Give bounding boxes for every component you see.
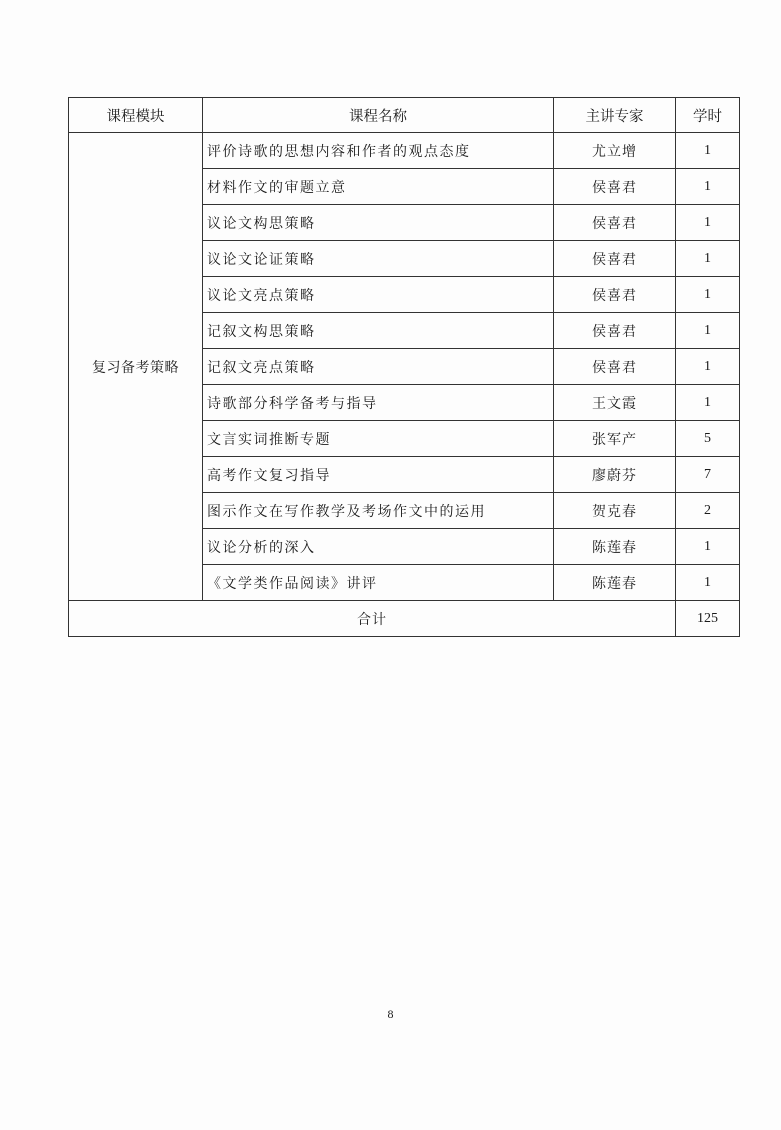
course-expert: 陈莲春 — [554, 565, 676, 601]
module-cell: 复习备考策略 — [69, 133, 203, 601]
course-hours: 7 — [676, 457, 740, 493]
header-hours: 学时 — [676, 98, 740, 133]
course-expert: 贺克春 — [554, 493, 676, 529]
course-hours: 2 — [676, 493, 740, 529]
course-name: 诗歌部分科学备考与指导 — [203, 385, 554, 421]
course-hours: 1 — [676, 313, 740, 349]
total-value: 125 — [676, 601, 740, 637]
course-expert: 廖蔚芬 — [554, 457, 676, 493]
course-name: 议论文论证策略 — [203, 241, 554, 277]
course-name: 高考作文复习指导 — [203, 457, 554, 493]
course-name: 图示作文在写作教学及考场作文中的运用 — [203, 493, 554, 529]
course-table — [68, 97, 740, 637]
course-expert: 侯喜君 — [554, 205, 676, 241]
header-module: 课程模块 — [69, 98, 203, 133]
course-hours: 1 — [676, 277, 740, 313]
total-label: 合计 — [69, 601, 676, 637]
course-name: 议论文亮点策略 — [203, 277, 554, 313]
table-body — [69, 133, 740, 637]
course-expert: 侯喜君 — [554, 313, 676, 349]
header-name: 课程名称 — [203, 98, 554, 133]
course-hours: 1 — [676, 529, 740, 565]
course-name: 文言实词推断专题 — [203, 421, 554, 457]
header-expert: 主讲专家 — [554, 98, 676, 133]
course-expert: 王文霞 — [554, 385, 676, 421]
table-header-row — [69, 98, 740, 133]
course-expert: 侯喜君 — [554, 349, 676, 385]
course-hours: 1 — [676, 565, 740, 601]
course-hours: 1 — [676, 133, 740, 169]
course-expert: 侯喜君 — [554, 277, 676, 313]
course-hours: 5 — [676, 421, 740, 457]
course-name: 记叙文亮点策略 — [203, 349, 554, 385]
course-expert: 侯喜君 — [554, 241, 676, 277]
table-row — [69, 133, 740, 169]
course-hours: 1 — [676, 385, 740, 421]
course-name: 材料作文的审题立意 — [203, 169, 554, 205]
course-hours: 1 — [676, 349, 740, 385]
page-number: 8 — [387, 1007, 394, 1021]
course-name: 《文学类作品阅读》讲评 — [203, 565, 554, 601]
course-hours: 1 — [676, 205, 740, 241]
course-name: 议论文构思策略 — [203, 205, 554, 241]
course-hours: 1 — [676, 241, 740, 277]
course-hours: 1 — [676, 169, 740, 205]
course-expert: 尤立增 — [554, 133, 676, 169]
course-name: 议论分析的深入 — [203, 529, 554, 565]
course-name: 评价诗歌的思想内容和作者的观点态度 — [203, 133, 554, 169]
course-expert: 侯喜君 — [554, 169, 676, 205]
course-expert: 陈莲春 — [554, 529, 676, 565]
course-expert: 张军产 — [554, 421, 676, 457]
course-name: 记叙文构思策略 — [203, 313, 554, 349]
total-row — [69, 601, 740, 637]
